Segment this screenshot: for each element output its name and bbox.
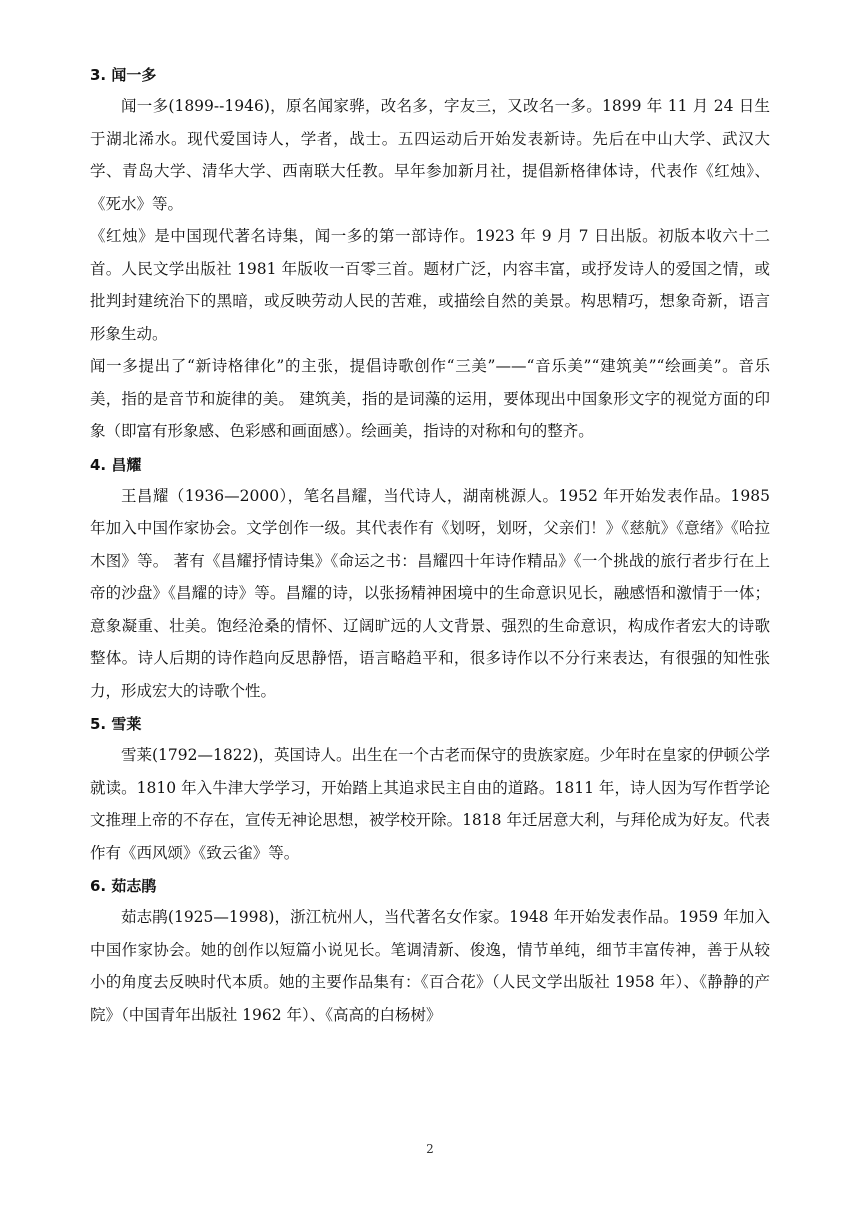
paragraph: 王昌耀（1936—2000），笔名昌耀，当代诗人，湖南桃源人。1952 年开始发表作品。1985 年加入中国作家协会。文学创作一级。其代表作有《划呀，划呀，父亲们！》《慈航》《意绪》《哈拉木图》等。 著有《昌耀抒情诗集》《命运之书：昌耀四十年诗作精品》《一个挑战的旅行者步行在上帝的沙盘》《昌耀的诗》等。昌耀的诗，以张扬精神困境中的生命意识见长，融感悟和激情于一体；意象凝重、壮美。饱经沧桑的情怀、辽阔旷远的人文背景、强烈的生命意识，构成作者宏大的诗歌整体。诗人后期的诗作趋向反思静悟，语言略趋平和，很多诗作以不分行来表达，有很强的知性张力，形成宏大的诗歌个性。 [90, 486, 770, 700]
section-heading: 3. 闻一多 [90, 66, 157, 84]
paragraph: 茹志鹃(1925—1998)，浙江杭州人，当代著名女作家。1948 年开始发表作品。1959 年加入中国作家协会。她的创作以短篇小说见长。笔调清新、俊逸，情节单纯，细节丰富传神，善于从较小的角度去反映时代本质。她的主要作品集有：《百合花》（人民文学出版社 1958 年）、《静静的产院》（中国青年出版社 1962 年）、《高高的白杨树》 [90, 908, 770, 1024]
section-wen-yiduo [90, 64, 770, 448]
section-heading: 6. 茹志鹃 [90, 877, 157, 895]
paragraph: 闻一多(1899--1946)，原名闻家骅，改名多，字友三，又改名一多。1899 年 11 月 24 日生于湖北浠水。现代爱国诗人，学者，战士。五四运动后开始发表新诗。先后在中山大学、武汉大学、青岛大学、清华大学、西南联大任教。早年参加新月社，提倡新格律体诗，代表作《红烛》、《死水》等。 [90, 97, 770, 213]
document-page [90, 58, 770, 1031]
paragraph: 《红烛》是中国现代著名诗集，闻一多的第一部诗作。1923 年 9 月 7 日出版。初版本收六十二首。人民文学出版社 1981 年版收一百零三首。题材广泛，内容丰富，或抒发诗人的爱国之情，或批判封建统治下的黑暗，或反映劳动人民的苦难，或描绘自然的美景。构思精巧，想象奇新，语言形象生动。 [90, 227, 770, 343]
section-chang-yao [90, 454, 770, 708]
paragraph: 雪莱(1792—1822)，英国诗人。出生在一个古老而保守的贵族家庭。少年时在皇家的伊顿公学就读。1810 年入牛津大学学习，开始踏上其追求民主自由的道路。1811 年，诗人因为写作哲学论文推理上帝的不存在，宣传无神论思想，被学校开除。1818 年迁居意大利，与拜伦成为好友。代表作有《西风颂》《致云雀》等。 [90, 746, 770, 862]
section-heading: 5. 雪莱 [90, 715, 142, 733]
paragraph: 闻一多提出了“新诗格律化”的主张，提倡诗歌创作“三美”——“音乐美”“建筑美”“绘画美”。音乐美，指的是音节和旋律的美。 建筑美，指的是词藻的运用，要体现出中国象形文字的视觉方面的印象（即富有形象感、色彩感和画面感）。绘画美，指诗的对称和句的整齐。 [90, 357, 770, 440]
section-shelley [90, 713, 770, 869]
section-ru-zhijuan [90, 875, 770, 1031]
page-number: 2 [426, 1142, 434, 1156]
section-heading: 4. 昌耀 [90, 455, 142, 474]
